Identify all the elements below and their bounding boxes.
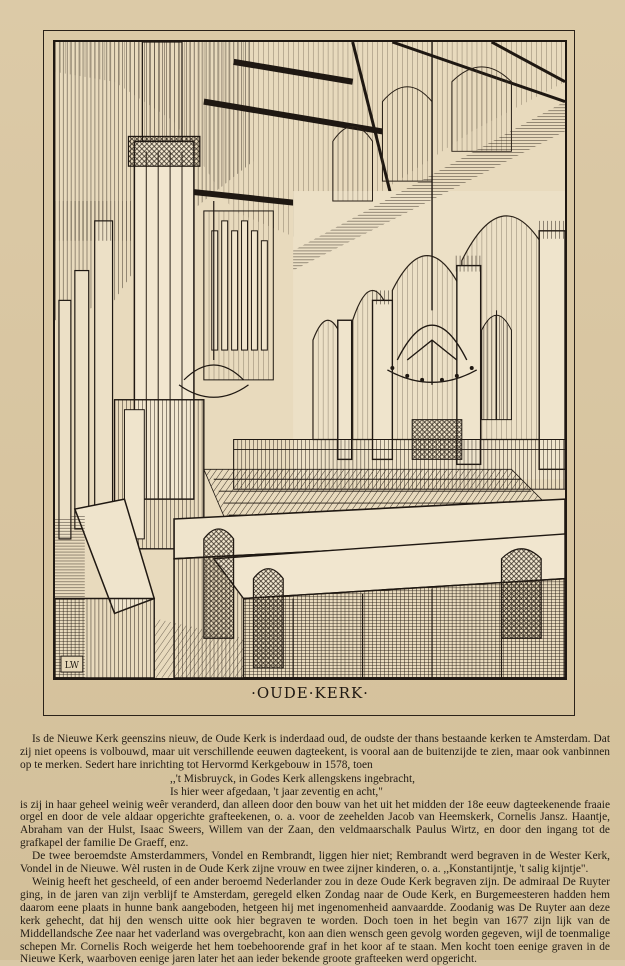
quote-line-1: ,,'t Misbruyck, in Godes Kerk allengskens ingebracht, (170, 772, 415, 785)
article-paragraph-3: De twee beroemdste Amsterdammers, Vondel en Rembrandt, liggen hier niet; Rembrandt werd begraven in de Wester Kerk, Vondel in de Nieuwe. Wèl rusten in de Oude Kerk zijne vrouw en twee zijner kinderen, o. a. ,,Konstantijntje, 't salig kijntje". (20, 850, 610, 876)
article-paragraph-2: is zij in haar geheel weinig weêr veranderd, dan alleen door den bouw van het uit het midden der 18e eeuw dagteekenende fraaie orgel en door de vele aldaar opgerichte grafteekenen, o. a. voor de zeehelden Jacob van Heemskerk, Cornelis Jansz. Haantje, Abraham van der Hulst, Isaac Sweers, Willem van der Zaan, den veldmaarschalk Paulus Wirtz, en door den ingang tot de grafkapel der familie De Graeff, enz. (20, 798, 610, 850)
artist-monogram: LW (64, 661, 80, 672)
engraving-drawing (55, 42, 565, 678)
quote-line-2: Is hier weer afgedaan, 't jaar zeventig en acht," (170, 785, 383, 798)
illustration-caption: ·OUDE·KERK· (251, 684, 369, 702)
poem-quote (20, 773, 610, 799)
article-paragraph-4: Weinig heeft het gescheeld, of een ander beroemd Nederlander zou in deze Oude Kerk begraven zijn. De admiraal De Ruyter ging, in de jaren van zijn verblijf te Amsterdam, geregeld elken Zondag naar de Oude Kerk, en Burgemeesteren hadden hem daarom eene plaats in hunne bank aangeboden, hetgeen hij met ingenomenheid aanvaardde. Zoodanig was De Ruyter aan deze kerk gehecht, dat hij den wensch uitte ook hier begraven te worden. Doch toen in het begin van 1677 zijn lijk van de Middellandsche Zee naar het vaderland was overgebracht, kon aan dien wensch geen gevolg worden gegeven, wijl de toenmalige schepen Mr. Cornelis Roch weigerde het hem toebehoorende graf in het koor af te staan. Men kocht toen eenige graven in de Nieuwe Kerk, waarboven eenige jaren later het aan ieder bekende groote grafteeken werd opgericht. (20, 875, 610, 966)
article-paragraph-1: Is de Nieuwe Kerk geenszins nieuw, de Oude Kerk is inderdaad oud, de oudste der thans bestaande kerken te Amsterdam. Dat zij niet opeens is volbouwd, maar uit verschillende eeuwen dagteekent, is vooral aan de buitenzijde te zien, maar ook vanbinnen op te merken. Sedert hare inrichting tot Hervormd Kerkgebouw in 1578, toen (20, 733, 610, 771)
church-interior-engraving (53, 40, 567, 680)
article-body (20, 733, 610, 966)
